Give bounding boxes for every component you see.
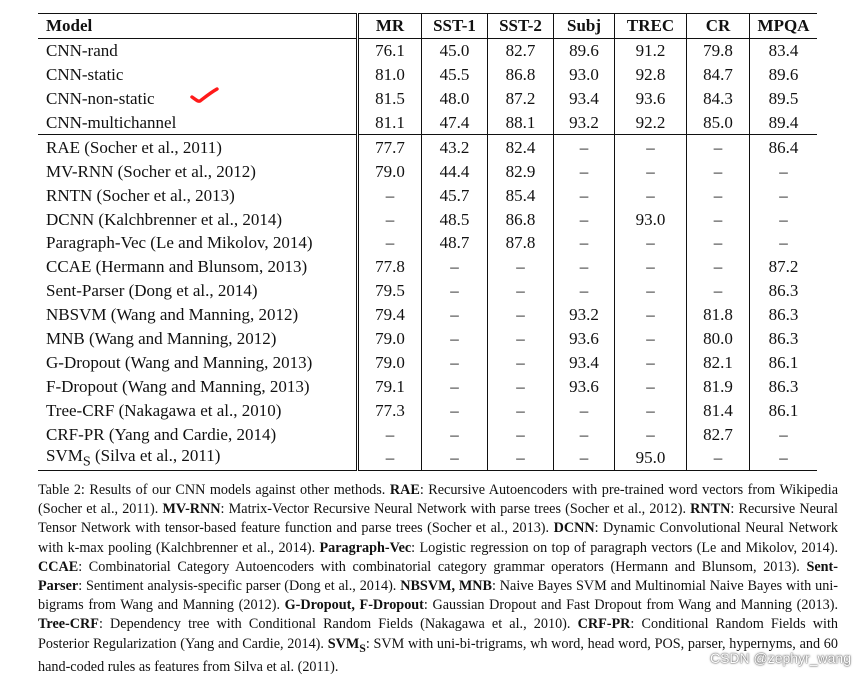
cell-subj: – [554, 422, 615, 446]
table-row [38, 398, 817, 422]
cell-mr: 81.0 [358, 63, 422, 87]
cell-sst1: – [422, 327, 488, 351]
cell-subj: – [554, 135, 615, 159]
cell-subj: – [554, 279, 615, 303]
cell-sst1: 45.5 [422, 63, 488, 87]
cell-sst2: – [488, 422, 554, 446]
table-row [38, 111, 817, 135]
cell-mpqa: 86.3 [768, 376, 799, 396]
cell-sst2: 87.2 [488, 87, 554, 111]
cell-cr: 84.7 [687, 63, 750, 87]
caption-definition: : Combinatorial Category Autoencoders with combinatorial category grammar operators (Hermann and Blunsom, 2013). [78, 558, 807, 575]
table-row [38, 231, 817, 255]
cell-mpqa: 86.1 [768, 352, 799, 372]
cell-mpqa: 89.5 [768, 89, 799, 109]
cell-subj: – [554, 398, 615, 422]
cell-model: NBSVM (Wang and Manning, 2012) [38, 303, 358, 327]
caption-term: CCAE [38, 558, 79, 575]
cell-sst2: 86.8 [488, 63, 554, 87]
cell-cr: – [687, 159, 750, 183]
cell-cr: – [687, 231, 750, 255]
table-row [38, 303, 817, 327]
cell-mr: 77.8 [358, 255, 422, 279]
cell-mr: – [358, 183, 422, 207]
table-row [38, 279, 817, 303]
cell-cr: 82.1 [687, 350, 750, 374]
cell-mpqa: 86.3 [768, 305, 799, 325]
cell-cr: 81.8 [687, 303, 750, 327]
cell-mr: 79.1 [358, 374, 422, 398]
header-cr: CR [687, 14, 750, 39]
cell-trec: 93.6 [615, 87, 687, 111]
cell-subj: – [554, 159, 615, 183]
cell-model: CNN-rand [38, 38, 358, 62]
table-body [38, 38, 817, 470]
table-row [38, 207, 817, 231]
cell-mpqa: 87.2 [768, 257, 799, 277]
caption-definition: : SVM with uni-bi-trigrams, wh word, head word, POS, parser, hypernyms, and 60 hand-coded rules as features from Silva et al. (2011). [38, 635, 838, 675]
cell-cr: 81.4 [687, 398, 750, 422]
cell-subj: 93.4 [554, 350, 615, 374]
table-row [38, 422, 817, 446]
cell-subj: 93.6 [554, 374, 615, 398]
cell-subj: – [554, 446, 615, 470]
cell-trec: – [615, 303, 687, 327]
results-table [38, 13, 817, 471]
table-row [38, 63, 817, 87]
cell-mpqa: – [779, 424, 788, 444]
cell-sst2: – [488, 303, 554, 327]
cell-sst1: – [422, 279, 488, 303]
cell-model: CRF-PR (Yang and Cardie, 2014) [38, 422, 358, 446]
table-caption [38, 481, 838, 677]
cell-mpqa: 89.6 [768, 65, 799, 85]
caption-term: RNTN [690, 501, 731, 518]
cell-mr: 79.0 [358, 350, 422, 374]
caption-definition: : Matrix-Vector Recursive Neural Network with parse trees (Socher et al., 2012). [220, 501, 691, 518]
cell-subj: 93.6 [554, 327, 615, 351]
cell-sst2: 85.4 [488, 183, 554, 207]
caption-definition: : Sentiment analysis-specific parser (Dong et al., 2014). [78, 578, 401, 595]
cell-sst1: – [422, 398, 488, 422]
cell-mr: 79.4 [358, 303, 422, 327]
cell-sst2: 86.8 [488, 207, 554, 231]
cell-trec: 91.2 [615, 38, 687, 62]
table-row [38, 255, 817, 279]
cell-mr: – [358, 207, 422, 231]
caption-term: MV-RNN [162, 501, 221, 518]
caption-term: RAE [389, 482, 420, 498]
cell-mpqa: 83.4 [768, 41, 799, 61]
cell-mr: 77.7 [358, 135, 422, 159]
cell-sst1: 45.0 [422, 38, 488, 62]
cell-subj: – [554, 207, 615, 231]
caption-term: Sent-Parser [38, 558, 838, 595]
cell-mpqa: – [779, 233, 788, 253]
caption-term: CRF-PR [577, 616, 631, 633]
table-row [38, 87, 817, 111]
cell-sst1: 48.7 [422, 231, 488, 255]
cell-model: Paragraph-Vec (Le and Mikolov, 2014) [38, 231, 358, 255]
cell-sst2: – [488, 327, 554, 351]
cell-mpqa: – [779, 209, 788, 229]
cell-sst2: – [488, 446, 554, 470]
cell-model: DCNN (Kalchbrenner et al., 2014) [38, 207, 358, 231]
header-sst1: SST-1 [422, 14, 488, 39]
cell-cr: – [687, 255, 750, 279]
cell-model: RAE (Socher et al., 2011) [38, 135, 358, 159]
cell-mpqa: – [750, 446, 818, 470]
cell-sst1: 44.4 [422, 159, 488, 183]
cell-mpqa: 86.4 [768, 137, 799, 157]
cell-trec: – [615, 374, 687, 398]
cell-trec: – [615, 422, 687, 446]
caption-term: DCNN [553, 520, 595, 537]
table-header-row [38, 14, 817, 39]
cell-sst2: – [488, 398, 554, 422]
cell-trec: – [615, 350, 687, 374]
cell-trec: 92.2 [615, 111, 687, 135]
table-row [38, 159, 817, 183]
cell-subj: 93.2 [554, 303, 615, 327]
cell-sst1: 48.5 [422, 207, 488, 231]
caption-term: NBSVM, MNB [400, 578, 492, 595]
cell-sst1: – [422, 446, 488, 470]
cell-subj: 93.2 [554, 111, 615, 135]
cell-sst2: 82.4 [488, 135, 554, 159]
cell-model: Tree-CRF (Nakagawa et al., 2010) [38, 398, 358, 422]
cell-subj: – [554, 255, 615, 279]
cell-cr: – [687, 279, 750, 303]
cell-trec: – [615, 159, 687, 183]
table-row [38, 327, 817, 351]
cell-sst1: 45.7 [422, 183, 488, 207]
cell-cr: – [687, 207, 750, 231]
table-row [38, 183, 817, 207]
cell-mr: 76.1 [358, 38, 422, 62]
cell-subj: – [554, 231, 615, 255]
table-row [38, 38, 817, 62]
cell-trec: – [615, 135, 687, 159]
cell-model: F-Dropout (Wang and Manning, 2013) [38, 374, 358, 398]
table-row [38, 135, 817, 159]
cell-sst2: – [488, 255, 554, 279]
caption-definition: : Recursive Neural Tensor Network with tensor-based feature function and parse trees (Socher et al., 2013). [38, 501, 838, 537]
cell-model: RNTN (Socher et al., 2013) [38, 183, 358, 207]
caption-definition: : Conditional Random Fields with Posterior Regularization (Yang and Cardie, 2014). [38, 616, 838, 652]
caption-term: $SVM_S$ [327, 635, 366, 655]
cell-cr: 85.0 [687, 111, 750, 135]
table-row [38, 350, 817, 374]
cell-trec: – [615, 231, 687, 255]
header-mr: MR [358, 14, 422, 39]
cell-sst2: – [488, 374, 554, 398]
cell-sst2: – [488, 350, 554, 374]
cell-cr: 82.7 [687, 422, 750, 446]
cell-sst1: 43.2 [422, 135, 488, 159]
cell-sst2: 87.8 [488, 231, 554, 255]
header-trec: TREC [615, 14, 687, 39]
cell-model: MV-RNN (Socher et al., 2012) [38, 159, 358, 183]
header-subj: Subj [554, 14, 615, 39]
cell-sst1: – [422, 374, 488, 398]
cell-model: CNN-static [38, 63, 358, 87]
cell-model: $SVM_S$ (Silva et al., 2011) [38, 446, 358, 470]
cell-mpqa: – [779, 185, 788, 205]
cell-trec: – [615, 255, 687, 279]
cell-mpqa: 86.3 [768, 281, 799, 301]
cell-subj: 93.4 [554, 87, 615, 111]
caption-definition: : Naive Bayes SVM and Multinomial Naive Bayes with uni-bigrams from Wang and Manning (2012). [38, 578, 838, 614]
table-row [38, 446, 817, 470]
cell-mr: – [358, 446, 422, 470]
cell-mpqa: 86.3 [768, 329, 799, 349]
cell-trec: 95.0 [615, 446, 687, 470]
caption-lead: Table 2: Results of our CNN models against other methods. [38, 482, 390, 498]
cell-trec: 92.8 [615, 63, 687, 87]
cell-sst1: – [422, 422, 488, 446]
cell-cr: – [687, 446, 750, 470]
cell-mr: 77.3 [358, 398, 422, 422]
cell-mr: 81.1 [358, 111, 422, 135]
cell-mr: 81.5 [358, 87, 422, 111]
watermark: CSDN @zephyr_wang [709, 650, 851, 666]
caption-term: Paragraph-Vec [319, 539, 412, 556]
cell-model: Sent-Parser (Dong et al., 2014) [38, 279, 358, 303]
cell-sst1: – [422, 255, 488, 279]
caption-definition: : Dynamic Convolutional Neural Network with k-max pooling (Kalchbrenner et al., 2014). [38, 520, 838, 556]
cell-sst1: – [422, 350, 488, 374]
cell-sst2: 82.9 [488, 159, 554, 183]
header-mpqa: MPQA [750, 14, 818, 39]
cell-mr: 79.0 [358, 327, 422, 351]
cell-mr: – [358, 231, 422, 255]
header-model: Model [38, 14, 358, 39]
table-row [38, 374, 817, 398]
cell-sst2: 88.1 [488, 111, 554, 135]
caption-definition: : Recursive Autoencoders with pre-trained word vectors from Wikipedia (Socher et al., 2011). [38, 482, 838, 518]
header-sst2: SST-2 [488, 14, 554, 39]
cell-model: G-Dropout (Wang and Manning, 2013) [38, 350, 358, 374]
caption-definition: : Dependency tree with Conditional Random Fields (Nakagawa et al., 2010). [98, 616, 578, 633]
cell-model: CNN-non-static [38, 87, 358, 111]
cell-sst2: 82.7 [488, 38, 554, 62]
cell-mpqa: 89.4 [750, 111, 818, 135]
cell-cr: – [687, 135, 750, 159]
cell-sst2: – [488, 279, 554, 303]
cell-trec: – [615, 398, 687, 422]
cell-sst1: 48.0 [422, 87, 488, 111]
cell-trec: – [615, 327, 687, 351]
cell-subj: – [554, 183, 615, 207]
cell-subj: 89.6 [554, 38, 615, 62]
cell-cr: 84.3 [687, 87, 750, 111]
cell-trec: – [615, 279, 687, 303]
caption-definition: : Logistic regression on top of paragraph vectors (Le and Mikolov, 2014). [411, 539, 838, 556]
cell-cr: 80.0 [687, 327, 750, 351]
caption-term: Tree-CRF [38, 616, 99, 633]
cell-trec: 93.0 [615, 207, 687, 231]
cell-mr: 79.5 [358, 279, 422, 303]
cell-mpqa: 86.1 [768, 400, 799, 420]
cell-trec: – [615, 183, 687, 207]
cell-cr: – [687, 183, 750, 207]
caption-term: G-Dropout, F-Dropout [284, 597, 424, 614]
cell-model: CNN-multichannel [38, 111, 358, 135]
caption-definition: : Gaussian Dropout and Fast Dropout from Wang and Manning (2013). [423, 597, 839, 614]
cell-mr: 79.0 [358, 159, 422, 183]
red-checkmark-icon [190, 86, 220, 106]
cell-subj: 93.0 [554, 63, 615, 87]
cell-cr: 79.8 [687, 38, 750, 62]
cell-sst1: – [422, 303, 488, 327]
cell-mr: – [358, 422, 422, 446]
cell-cr: 81.9 [687, 374, 750, 398]
cell-mpqa: – [779, 161, 788, 181]
cell-model: CCAE (Hermann and Blunsom, 2013) [38, 255, 358, 279]
cell-model: MNB (Wang and Manning, 2012) [38, 327, 358, 351]
cell-sst1: 47.4 [422, 111, 488, 135]
